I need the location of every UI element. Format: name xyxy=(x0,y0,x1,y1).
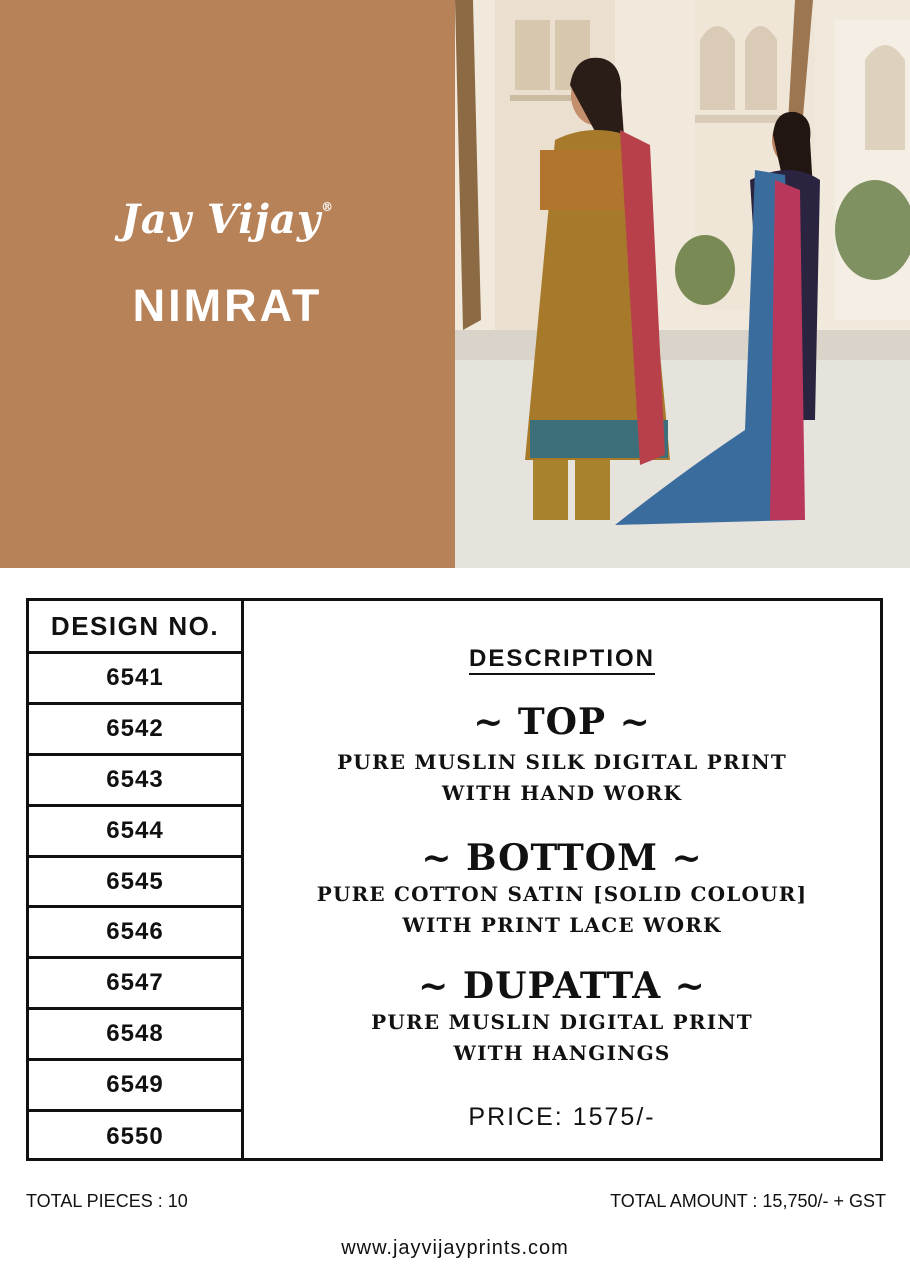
design-number-cell: 6550 xyxy=(106,1123,164,1151)
design-number-cell: 6545 xyxy=(29,858,241,909)
description-column xyxy=(244,601,880,1158)
design-number-cell: 6544 xyxy=(29,807,241,858)
top-section-line: WITH HAND WORK xyxy=(441,781,683,805)
bottom-section-title: ~ BOTTOM ~ xyxy=(421,837,703,879)
model-photo-illustration xyxy=(455,0,910,568)
description-heading xyxy=(244,645,880,673)
design-number-cell: 6543 xyxy=(29,756,241,807)
design-number-cell: 6547 xyxy=(29,959,241,1010)
top-section-line: PURE MUSLIN SILK DIGITAL PRINT xyxy=(337,750,787,774)
design-number-cell: 6541 xyxy=(29,654,241,705)
dupatta-section-title: ~ DUPATTA ~ xyxy=(418,965,706,1007)
registered-mark: ® xyxy=(321,200,335,214)
price-text: PRICE: 1575/- xyxy=(468,1103,656,1131)
brand-logo-text: Jay Vijay xyxy=(120,196,322,243)
website-link[interactable]: www.jayvijayprints.com xyxy=(341,1237,569,1259)
bottom-section-line: WITH PRINT LACE WORK xyxy=(402,913,722,937)
design-number-cell: 6546 xyxy=(29,908,241,959)
bottom-section-line: PURE COTTON SATIN [SOLID COLOUR] xyxy=(316,882,808,906)
design-number-cell: 6542 xyxy=(29,705,241,756)
model-photo xyxy=(455,0,910,568)
design-number-header: DESIGN NO. xyxy=(29,601,241,654)
collection-name: NIMRAT xyxy=(132,280,323,331)
brand-logo xyxy=(0,196,455,243)
total-pieces: TOTAL PIECES : 10 xyxy=(26,1191,188,1211)
dupatta-section-line: PURE MUSLIN DIGITAL PRINT xyxy=(371,1010,753,1034)
product-table xyxy=(26,598,883,1161)
dupatta-section-line: WITH HANGINGS xyxy=(453,1041,671,1065)
description-heading-text: DESCRIPTION xyxy=(469,645,655,675)
design-number-cell: 6549 xyxy=(29,1061,241,1112)
design-number-cell: 6548 xyxy=(29,1010,241,1061)
total-amount: TOTAL AMOUNT : 15,750/- + GST xyxy=(610,1191,886,1211)
top-section-title: ~ TOP ~ xyxy=(473,701,651,743)
brand-panel xyxy=(0,0,455,568)
design-number-column xyxy=(29,601,244,1158)
